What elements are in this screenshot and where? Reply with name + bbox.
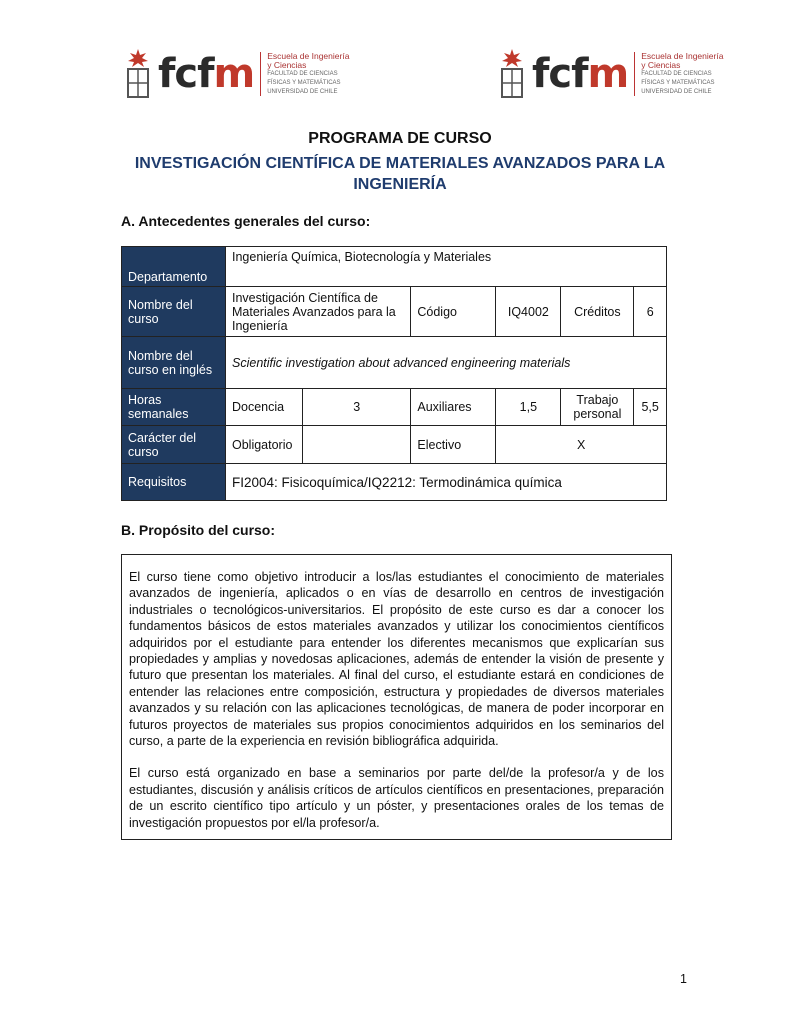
purpose-paragraph: El curso tiene como objetivo introducir a los/las estudiantes el conocimiento de materiales avanzados de ingeniería, aplicados o en vías de desarrollo en centros de investigación industriales o tecnológicos-universitarios. El propósito de este curso es dar a conocer los fundamentos básicos de estos materiales avanzados y utilizar los conocimientos científicos adquiridos por el estudiante para entender los diferentes mecanismos que explicarían sus propiedades y amplias y novedosas aplicaciones, además de entender la visión de presente y futuro que presentan los materiales. Al final del curso, el estudiante estará en condiciones de entender las relaciones entre composición, estructura y propiedades de diversos materiales avanzados y su relación con las aplicaciones tecnológicas, de manera de poder incorporar en futuros proyectos de materiales sus propios conocimientos adquiridos en los seminarios del curso, a parte de la experiencia en revisión bibliográfica adquirida.: [129, 570, 664, 749]
caracter-label: Carácter del curso: [122, 426, 226, 464]
auxiliares-label: Auxiliares: [411, 389, 496, 426]
nombre-value: Investigación Científica de Materiales Avanzados para la Ingeniería: [226, 287, 411, 337]
section-a-heading: A. Antecedentes generales del curso:: [121, 213, 371, 229]
docencia-label: Docencia: [226, 389, 303, 426]
page-title: PROGRAMA DE CURSO: [308, 130, 492, 147]
university-shield-icon: [126, 47, 150, 101]
requisitos-label: Requisitos: [122, 464, 226, 501]
electivo-label: Electivo: [411, 426, 496, 464]
codigo-label: Código: [411, 287, 496, 337]
horas-label: Horas semanales: [122, 389, 226, 426]
section-b-heading: B. Propósito del curso:: [121, 522, 276, 538]
codigo-value: IQ4002: [496, 287, 561, 337]
fcfm-wordmark: fcfm: [532, 51, 629, 97]
fcfm-wordmark: fcfm: [158, 51, 255, 97]
fcfm-logo-right: [500, 44, 723, 104]
departamento-label: Departamento: [122, 247, 226, 287]
purpose-box: [121, 554, 672, 840]
creditos-value: 6: [634, 287, 667, 337]
trabajo-value: 5,5: [634, 389, 667, 426]
nombre-label: Nombre del curso: [122, 287, 226, 337]
fcfm-logo-partial: [794, 44, 800, 104]
ingles-value: Scientific investigation about advanced engineering materials: [226, 337, 667, 389]
purpose-paragraph: El curso está organizado en base a seminarios por parte del/de la profesor/a y de los estudiantes, discusión y análisis críticos de artículos científicos en presentaciones, preparación de un escrito científico tipo artículo y un póster, y presentaciones orales de los temas de investigación propuestos por el/la profesor/a.: [129, 766, 664, 830]
course-info-table: [121, 246, 667, 501]
trabajo-label: Trabajo personal: [561, 389, 634, 426]
university-shield-icon: [500, 47, 524, 101]
requisitos-value: FI2004: Fisicoquímica/IQ2212: Termodinámica química: [226, 464, 667, 501]
logo-text: Escuela de Ingeniería y Ciencias FACULTAD DE CIENCIAS FÍSICAS Y MATEMÁTICAS UNIVERSIDAD DE CHILE: [267, 50, 350, 95]
course-title: INVESTIGACIÓN CIENTÍFICA DE MATERIALES AVANZADOS PARA LA INGENIERÍA: [134, 155, 666, 193]
creditos-label: Créditos: [561, 287, 634, 337]
logo-text: Escuela de Ingeniería y Ciencias FACULTAD DE CIENCIAS FÍSICAS Y MATEMÁTICAS UNIVERSIDAD DE CHILE: [641, 50, 724, 95]
departamento-value: Ingeniería Química, Biotecnología y Materiales: [226, 247, 667, 287]
fcfm-logo: [126, 44, 349, 104]
ingles-label: Nombre del curso en inglés: [122, 337, 226, 389]
obligatorio-label: Obligatorio: [226, 426, 303, 464]
auxiliares-value: 1,5: [496, 389, 561, 426]
docencia-value: 3: [303, 389, 411, 426]
obligatorio-value: [303, 426, 411, 464]
page-number: 1: [680, 972, 687, 986]
electivo-value: X: [496, 426, 667, 464]
